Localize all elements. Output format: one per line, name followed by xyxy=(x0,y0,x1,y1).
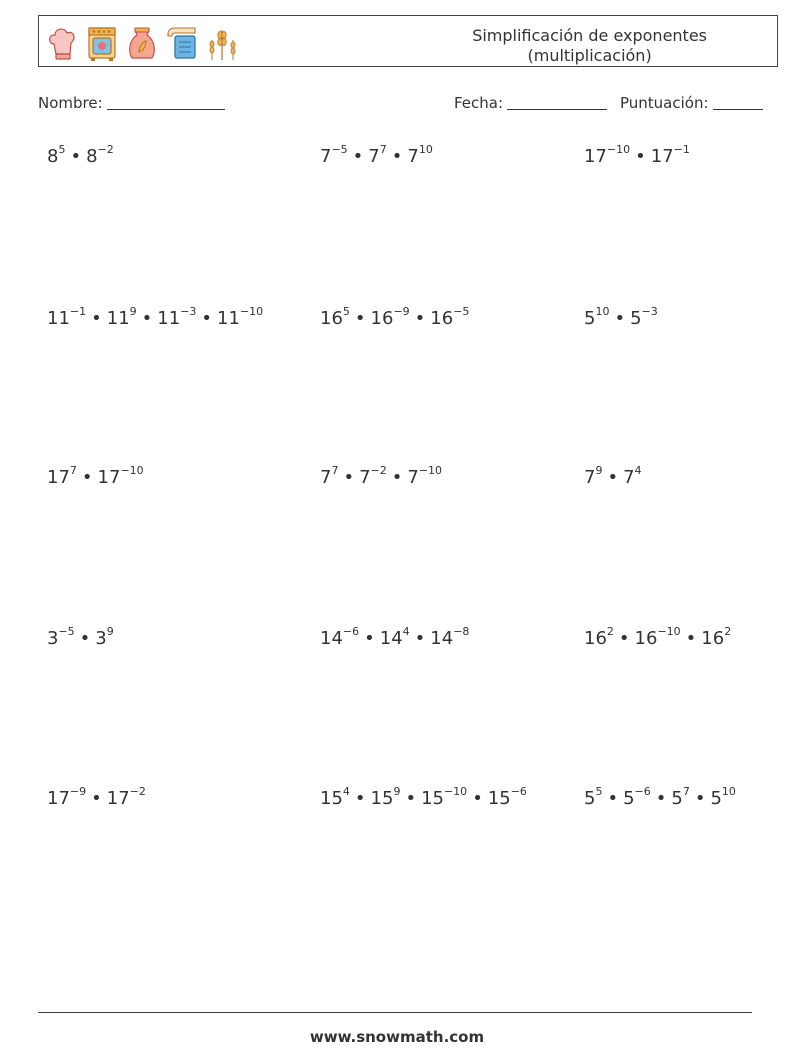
exponent: −6 xyxy=(634,785,651,798)
exponent: 5 xyxy=(342,305,350,318)
power-term xyxy=(421,785,468,809)
exponent: 4 xyxy=(402,625,410,638)
problem-14 xyxy=(320,785,527,809)
exponent: −5 xyxy=(58,625,75,638)
base: 8 xyxy=(86,146,98,167)
power-term xyxy=(379,625,410,649)
power-term xyxy=(368,143,387,167)
base: 7 xyxy=(320,467,332,488)
problem-6 xyxy=(584,305,658,329)
base: 7 xyxy=(320,146,332,167)
multiply-dot: • xyxy=(414,628,426,649)
power-term xyxy=(584,143,631,167)
title-line-2: (multiplicación) xyxy=(527,46,652,65)
power-term xyxy=(584,625,614,649)
power-term xyxy=(430,305,470,329)
exponent: 9 xyxy=(106,625,114,638)
worksheet-header xyxy=(38,15,778,67)
multiply-dot: • xyxy=(391,467,403,488)
problem-2 xyxy=(320,143,433,167)
problem-9 xyxy=(584,464,642,488)
header-icons xyxy=(45,22,239,62)
problem-12 xyxy=(584,625,732,649)
power-term xyxy=(86,143,114,167)
multiply-dot: • xyxy=(607,788,619,809)
base: 5 xyxy=(710,788,722,809)
base: 16 xyxy=(370,308,394,329)
multiply-dot: • xyxy=(694,788,706,809)
exponent: −10 xyxy=(418,464,443,477)
multiply-dot: • xyxy=(614,308,626,329)
base: 16 xyxy=(701,628,725,649)
multiply-dot: • xyxy=(364,628,375,649)
exponent: −10 xyxy=(239,305,264,318)
power-term xyxy=(320,143,348,167)
problem-15 xyxy=(584,785,736,809)
power-term xyxy=(370,785,401,809)
footer-url: www.snowmath.com xyxy=(309,1028,485,1046)
base: 7 xyxy=(368,146,380,167)
exponent: 7 xyxy=(379,143,387,156)
base: 8 xyxy=(47,146,59,167)
base: 7 xyxy=(584,467,596,488)
base: 17 xyxy=(650,146,674,167)
date-label: Fecha: xyxy=(454,94,504,112)
power-term xyxy=(630,305,658,329)
base: 14 xyxy=(430,628,454,649)
power-term xyxy=(487,785,527,809)
exponent: 2 xyxy=(606,625,614,638)
power-term xyxy=(157,305,197,329)
exponent: 4 xyxy=(342,785,350,798)
power-term xyxy=(106,785,146,809)
base: 11 xyxy=(217,308,240,329)
exponent: 7 xyxy=(331,464,339,477)
base: 3 xyxy=(95,628,107,649)
problem-1 xyxy=(47,143,114,167)
exponent: 5 xyxy=(595,785,603,798)
exponent: 7 xyxy=(682,785,690,798)
base: 16 xyxy=(634,628,658,649)
exponent: −10 xyxy=(443,785,468,798)
base: 3 xyxy=(47,628,59,649)
multiply-dot: • xyxy=(635,146,646,167)
power-term xyxy=(650,143,690,167)
multiply-dot: • xyxy=(685,628,697,649)
exponent: 10 xyxy=(595,305,610,318)
name-field[interactable] xyxy=(38,94,225,112)
base: 14 xyxy=(379,628,403,649)
base: 15 xyxy=(421,788,444,809)
base: 15 xyxy=(487,788,511,809)
exponent: −3 xyxy=(180,305,197,318)
base: 5 xyxy=(630,308,642,329)
power-term xyxy=(217,305,264,329)
name-label: Nombre: xyxy=(38,94,103,112)
exponent: 10 xyxy=(721,785,736,798)
multiply-dot: • xyxy=(79,628,91,649)
base: 17 xyxy=(47,788,70,809)
flour-sack-icon xyxy=(125,22,159,62)
measuring-jug-icon xyxy=(165,22,199,62)
wheat-icon xyxy=(205,22,239,62)
power-term xyxy=(95,625,114,649)
power-term xyxy=(634,625,681,649)
problem-3 xyxy=(584,143,690,167)
multiply-dot: • xyxy=(391,146,403,167)
power-term xyxy=(320,305,350,329)
power-term xyxy=(320,785,350,809)
multiply-dot: • xyxy=(472,788,483,809)
exponent: 4 xyxy=(634,464,642,477)
score-blank[interactable] xyxy=(713,94,763,110)
multiply-dot: • xyxy=(354,308,366,329)
power-term xyxy=(47,464,77,488)
base: 17 xyxy=(97,467,121,488)
exponent: −8 xyxy=(453,625,470,638)
power-term xyxy=(47,305,87,329)
base: 5 xyxy=(671,788,683,809)
exponent: 7 xyxy=(69,464,77,477)
base: 17 xyxy=(584,146,607,167)
power-term xyxy=(407,464,443,488)
problem-10 xyxy=(47,625,114,649)
score-label: Puntuación: xyxy=(620,94,709,112)
exponent: 9 xyxy=(595,464,603,477)
multiply-dot: • xyxy=(343,467,355,488)
problem-7 xyxy=(47,464,144,488)
problem-13 xyxy=(47,785,146,809)
base: 14 xyxy=(320,628,343,649)
multiply-dot: • xyxy=(70,146,82,167)
base: 16 xyxy=(430,308,454,329)
exponent: 2 xyxy=(724,625,732,638)
exponent: −1 xyxy=(69,305,87,318)
multiply-dot: • xyxy=(607,467,619,488)
base: 7 xyxy=(623,467,635,488)
title-line-1: Simplificación de exponentes xyxy=(472,26,707,45)
multiply-dot: • xyxy=(141,308,153,329)
base: 16 xyxy=(320,308,343,329)
multiply-dot: • xyxy=(91,788,102,809)
power-term xyxy=(47,785,87,809)
exponent: −5 xyxy=(331,143,348,156)
exponent: −9 xyxy=(69,785,87,798)
chef-hat-icon xyxy=(45,22,79,62)
power-term xyxy=(47,625,75,649)
student-fields xyxy=(38,94,770,116)
base: 11 xyxy=(47,308,70,329)
exponent: −9 xyxy=(393,305,410,318)
power-term xyxy=(671,785,690,809)
base: 15 xyxy=(370,788,394,809)
exponent: 10 xyxy=(418,143,433,156)
multiply-dot: • xyxy=(201,308,213,329)
exponent: −10 xyxy=(120,464,144,477)
power-term xyxy=(370,305,410,329)
name-blank[interactable] xyxy=(107,94,225,110)
exponent: 9 xyxy=(129,305,137,318)
power-term xyxy=(701,625,732,649)
footer-divider xyxy=(38,1012,752,1013)
problem-4 xyxy=(47,305,264,329)
power-term xyxy=(623,464,642,488)
power-term xyxy=(584,305,610,329)
problem-11 xyxy=(320,625,470,649)
base: 15 xyxy=(320,788,343,809)
power-term xyxy=(106,305,137,329)
base: 7 xyxy=(407,146,419,167)
worksheet-title xyxy=(472,26,707,66)
exponent: −6 xyxy=(510,785,527,798)
exponent: −2 xyxy=(370,464,387,477)
base: 5 xyxy=(623,788,635,809)
exponent: −10 xyxy=(606,143,631,156)
base: 17 xyxy=(47,467,70,488)
exponent: 9 xyxy=(393,785,401,798)
date-field[interactable] xyxy=(454,94,607,112)
power-term xyxy=(710,785,736,809)
oven-icon xyxy=(85,22,119,62)
multiply-dot: • xyxy=(405,788,417,809)
exponent: −5 xyxy=(453,305,470,318)
power-term xyxy=(47,143,66,167)
exponent: 5 xyxy=(58,143,66,156)
multiply-dot: • xyxy=(618,628,630,649)
multiply-dot: • xyxy=(81,467,93,488)
base: 7 xyxy=(407,467,419,488)
power-term xyxy=(320,464,339,488)
date-blank[interactable] xyxy=(507,94,607,110)
base: 11 xyxy=(106,308,130,329)
exponent: −6 xyxy=(342,625,360,638)
power-term xyxy=(623,785,651,809)
base: 5 xyxy=(584,308,596,329)
multiply-dot: • xyxy=(414,308,426,329)
exponent: −2 xyxy=(129,785,146,798)
power-term xyxy=(584,464,603,488)
base: 11 xyxy=(157,308,181,329)
problem-8 xyxy=(320,464,443,488)
multiply-dot: • xyxy=(655,788,667,809)
base: 5 xyxy=(584,788,596,809)
multiply-dot: • xyxy=(354,788,366,809)
power-term xyxy=(430,625,470,649)
power-term xyxy=(407,143,433,167)
power-term xyxy=(359,464,387,488)
power-term xyxy=(584,785,603,809)
problem-5 xyxy=(320,305,470,329)
power-term xyxy=(97,464,144,488)
base: 17 xyxy=(106,788,130,809)
exponent: −1 xyxy=(673,143,690,156)
multiply-dot: • xyxy=(91,308,102,329)
base: 7 xyxy=(359,467,371,488)
exponent: −3 xyxy=(641,305,658,318)
base: 16 xyxy=(584,628,607,649)
exponent: −10 xyxy=(657,625,681,638)
multiply-dot: • xyxy=(352,146,364,167)
power-term xyxy=(320,625,360,649)
score-field[interactable] xyxy=(620,94,763,112)
exponent: −2 xyxy=(97,143,114,156)
